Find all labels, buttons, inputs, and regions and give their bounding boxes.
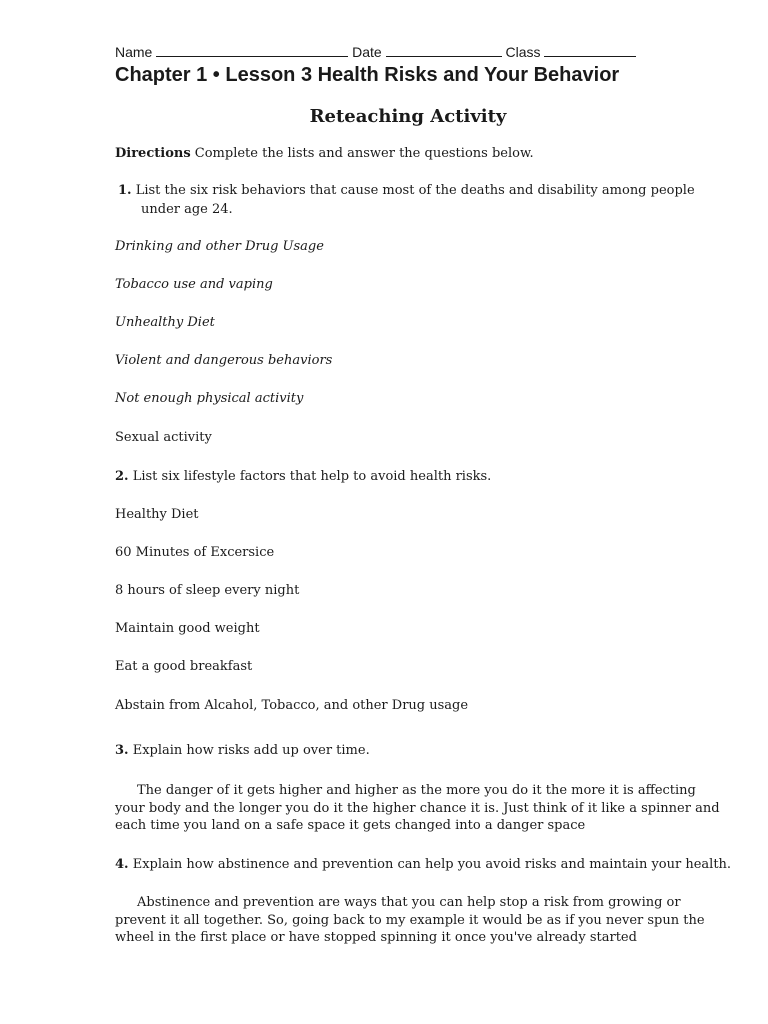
q1-answer-4: Violent and dangerous behaviors	[115, 353, 333, 368]
q2-answer-1: Healthy Diet	[115, 507, 199, 522]
date-label: Date	[352, 44, 382, 60]
q1-answer-5: Not enough physical activity	[115, 391, 304, 406]
question-1-text-line1: List the six risk behaviors that cause most of the deaths and disability among people	[135, 183, 695, 198]
page-title: Chapter 1 • Lesson 3 Health Risks and Your Behavior	[115, 64, 620, 86]
name-field[interactable]	[156, 44, 348, 57]
question-1	[118, 182, 695, 200]
q1-answer-1: Drinking and other Drug Usage	[115, 239, 324, 254]
directions	[115, 146, 534, 161]
question-1-text-line2: under age 24.	[141, 202, 233, 217]
question-4	[115, 856, 731, 874]
q1-answer-3: Unhealthy Diet	[115, 315, 215, 330]
question-1-number: 1.	[118, 183, 132, 198]
directions-text: Complete the lists and answer the questions below.	[194, 146, 534, 161]
q2-answer-6: Abstain from Alcahol, Tobacco, and other Drug usage	[115, 698, 469, 713]
question-2-number: 2.	[115, 469, 129, 484]
student-info-line	[115, 44, 636, 60]
q2-answer-2: 60 Minutes of Excersice	[115, 545, 275, 560]
question-2	[115, 468, 491, 486]
question-4-text: Explain how abstinence and prevention can help you avoid risks and maintain your health.	[132, 857, 732, 872]
class-label: Class	[505, 44, 541, 60]
q1-answer-2: Tobacco use and vaping	[115, 277, 273, 292]
activity-subtitle: Reteaching Activity	[309, 106, 507, 127]
directions-label: Directions	[115, 146, 191, 161]
question-3	[115, 742, 370, 760]
name-label: Name	[115, 44, 153, 60]
question-3-number: 3.	[115, 743, 129, 758]
q4-answer: Abstinence and prevention are ways that you can help stop a risk from growing or prevent it all together. So, going back to my example it would be as if you never spun the wheel in the first place or have stopped spinning it once you've already started	[115, 895, 705, 945]
class-field[interactable]	[544, 44, 636, 57]
q3-answer: The danger of it gets higher and higher as the more you do it the more it is affecting your body and the longer you do it the higher chance it is. Just think of it like a spinner and each time you land on a safe space it gets changed into a danger space	[115, 783, 720, 833]
q2-answer-3: 8 hours of sleep every night	[115, 583, 300, 598]
question-2-text: List six lifestyle factors that help to avoid health risks.	[132, 469, 492, 484]
question-3-text: Explain how risks add up over time.	[132, 743, 370, 758]
q1-answer-6: Sexual activity	[115, 430, 212, 445]
q2-answer-5: Eat a good breakfast	[115, 659, 253, 674]
q2-answer-4: Maintain good weight	[115, 621, 260, 636]
date-field[interactable]	[386, 44, 502, 57]
question-4-number: 4.	[115, 857, 129, 872]
